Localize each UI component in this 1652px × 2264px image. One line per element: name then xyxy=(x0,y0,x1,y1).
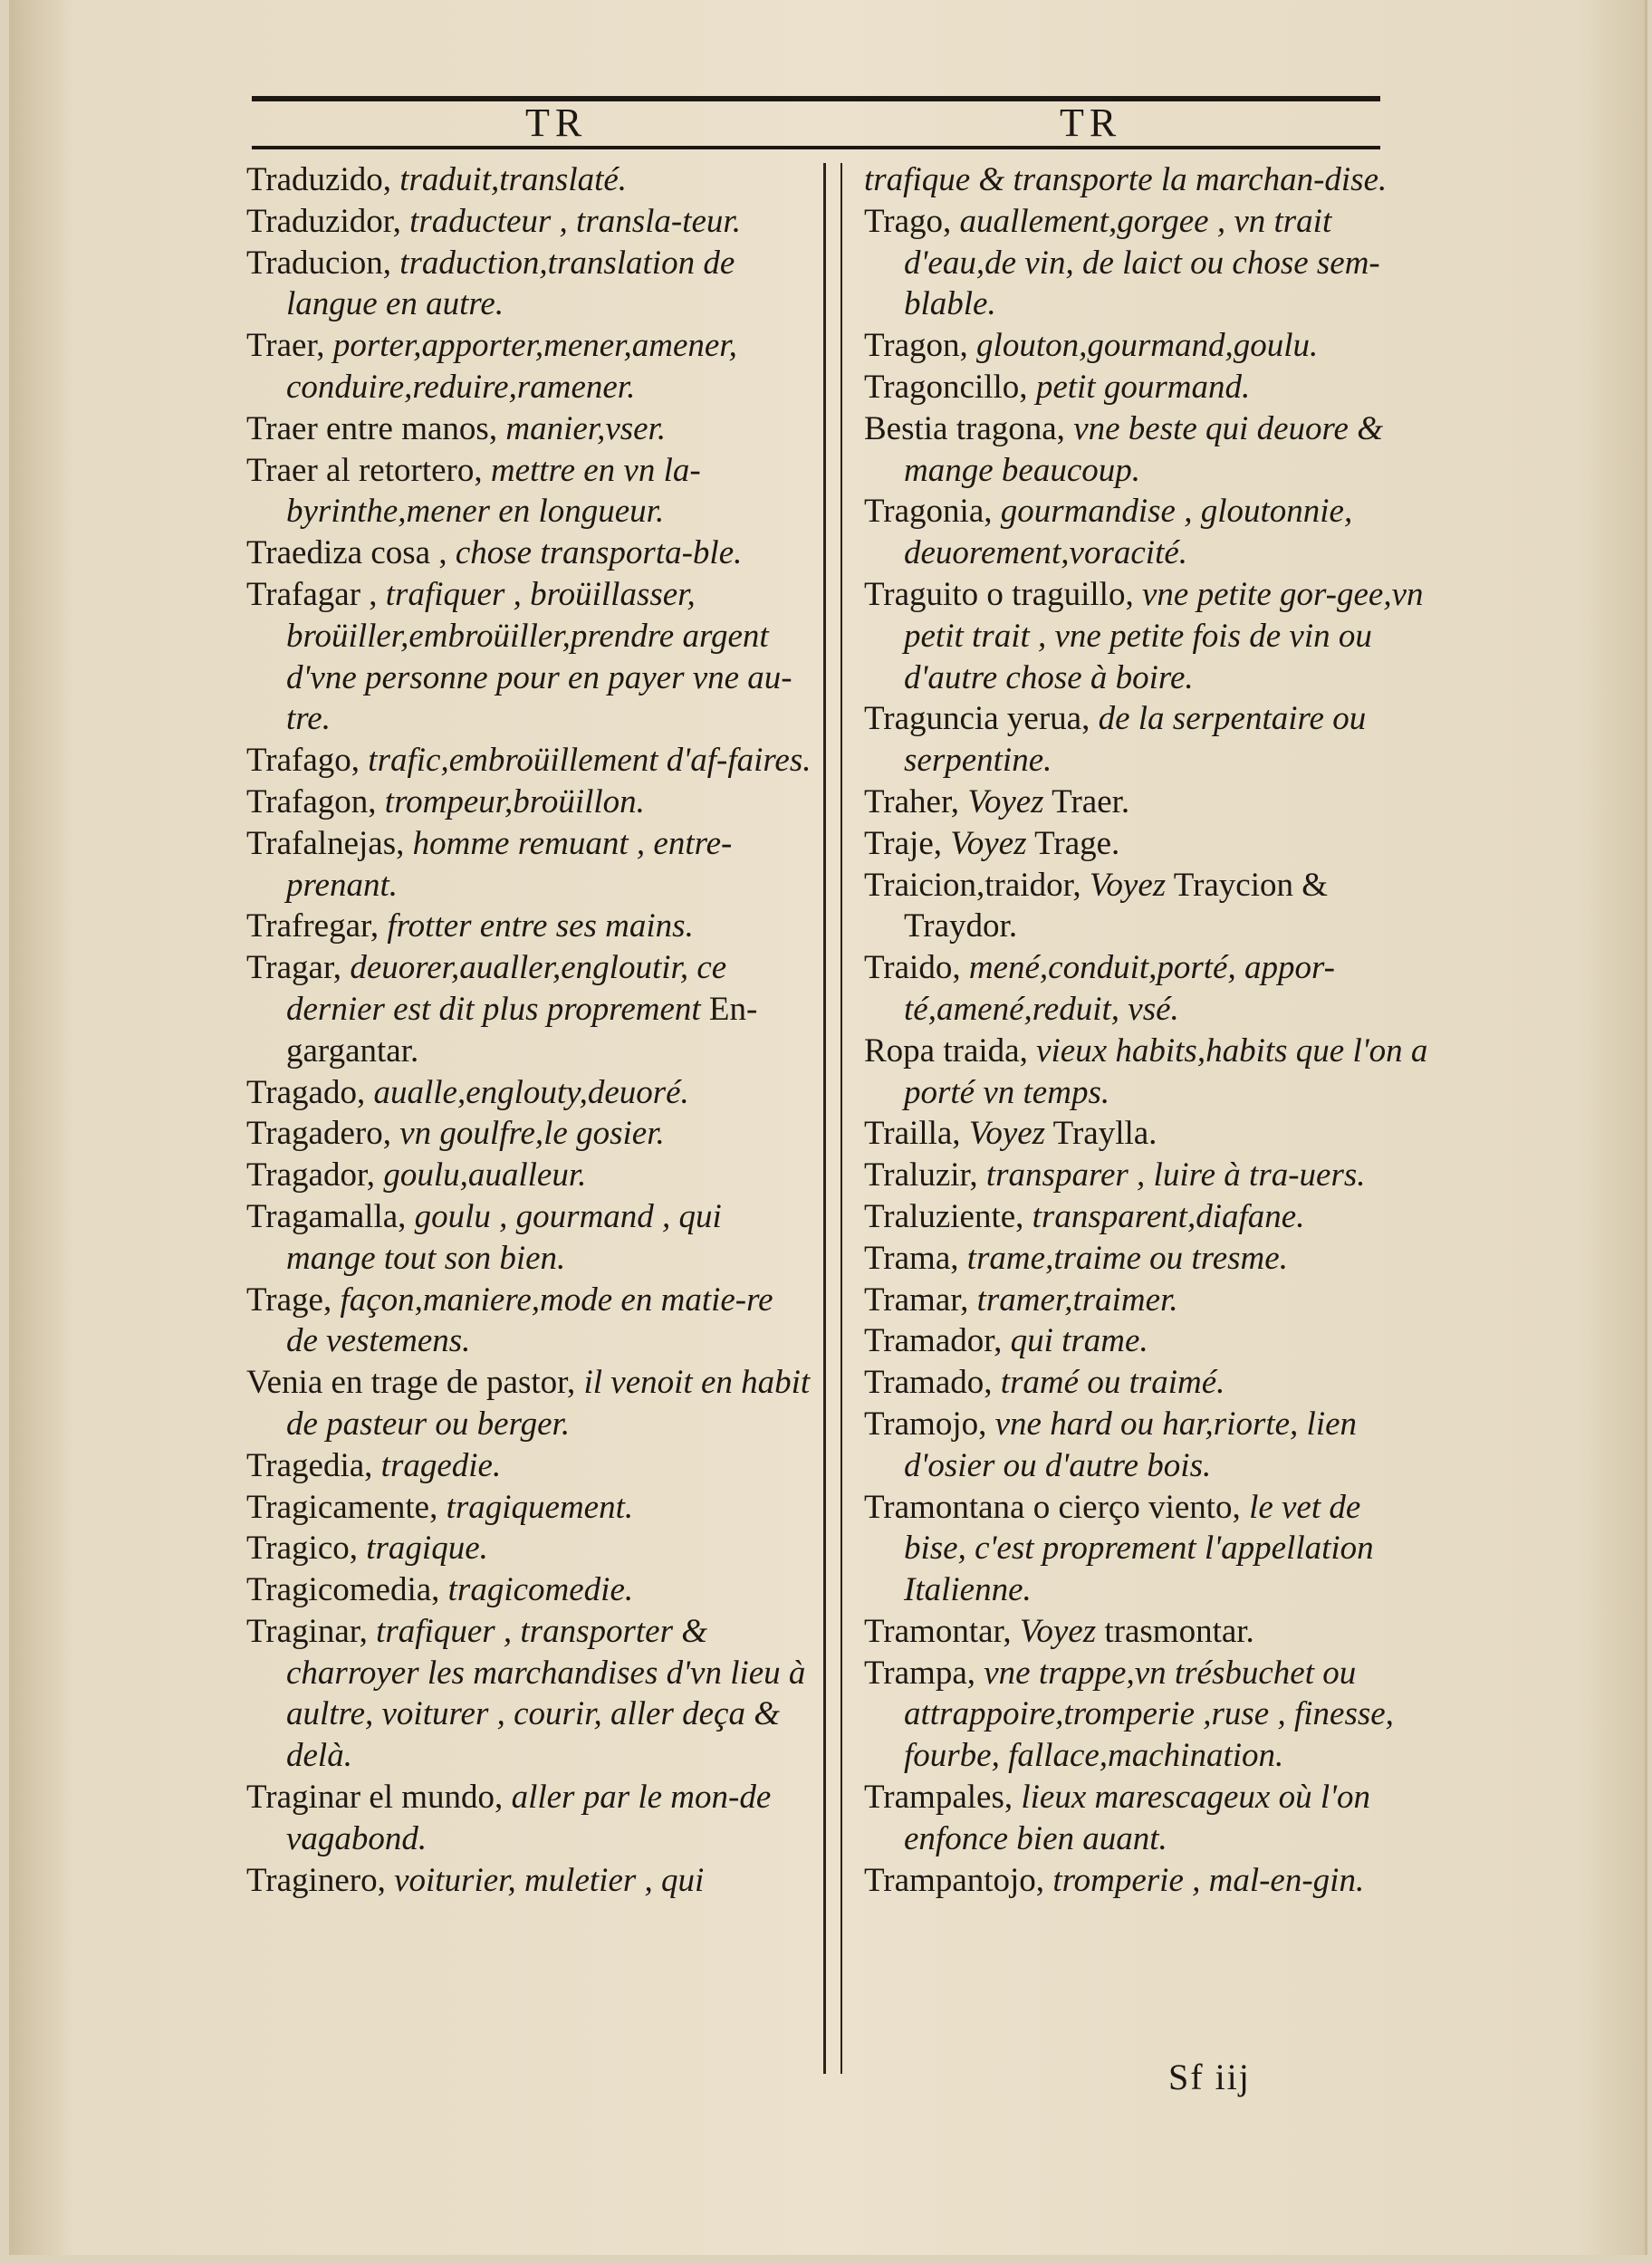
dictionary-entry xyxy=(864,947,1430,1031)
entry-headword: Tragar, xyxy=(246,949,342,987)
entry-translation: goulu,aualleur. xyxy=(383,1156,587,1194)
dictionary-entry xyxy=(246,1569,812,1611)
entry-headword: Traer, xyxy=(246,327,325,365)
dictionary-entry xyxy=(864,1860,1430,1902)
dictionary-entry xyxy=(246,782,812,823)
entry-headword: Trafalnejas, xyxy=(246,824,405,862)
dictionary-entry xyxy=(864,865,1430,948)
entry-headword: Traido, xyxy=(864,949,961,987)
entry-headword: Traducion, xyxy=(246,244,391,282)
column-divider xyxy=(840,163,842,2074)
entry-translation: tragedie. xyxy=(380,1446,502,1484)
entry-headword: Trafregar, xyxy=(246,907,379,945)
dictionary-entry xyxy=(246,1072,812,1114)
entry-headword: Traediza cosa , xyxy=(246,534,447,572)
entry-translation: vne trappe,vn trésbuchet ou attrappoire,tromperie ,ruse , finesse, fourbe, fallace,machination. xyxy=(904,1654,1394,1775)
entry-translation: vn goulfre,le gosier. xyxy=(399,1115,665,1153)
entry-translation: Voyez xyxy=(1089,866,1167,904)
entry-headword: Bestia tragona, xyxy=(864,409,1065,447)
entry-translation: tromperie , mal-en-gin. xyxy=(1052,1861,1365,1899)
entry-headword: Traduzido, xyxy=(246,161,391,198)
dictionary-entry xyxy=(864,367,1430,408)
entry-translation: Voyez xyxy=(967,782,1044,820)
dictionary-entry xyxy=(864,574,1430,698)
entry-headword: Venia en trage de pastor, xyxy=(246,1364,576,1402)
entry-translation: glouton,gourmand,goulu. xyxy=(976,327,1319,365)
dictionary-entry xyxy=(246,243,812,326)
dictionary-entry xyxy=(246,1777,812,1860)
entry-headword: Tragedia, xyxy=(246,1446,373,1484)
dictionary-entry xyxy=(246,325,812,408)
book-page xyxy=(9,0,1647,2255)
entry-cross-reference: trasmontar. xyxy=(1104,1612,1254,1650)
signature-mark: Sf iij xyxy=(1168,2057,1251,2097)
entry-headword: Tramado, xyxy=(864,1364,993,1402)
dictionary-entry xyxy=(864,1362,1430,1404)
dictionary-entry xyxy=(246,1362,812,1445)
dictionary-entry xyxy=(864,1404,1430,1487)
entry-headword: Trago, xyxy=(864,202,952,240)
entry-translation: mettre en vn la-byrinthe,mener en longueur. xyxy=(286,451,701,531)
entry-headword: Traluziente, xyxy=(864,1197,1024,1235)
entry-translation: frotter entre ses mains. xyxy=(387,907,694,945)
dictionary-entry xyxy=(246,1196,812,1280)
entry-translation: chose transporta-ble. xyxy=(455,534,743,572)
entry-translation: il venoit en habit de pasteur ou berger. xyxy=(286,1364,811,1443)
entry-translation: traduction,translation de langue en autre. xyxy=(286,244,735,323)
entry-translation: Voyez xyxy=(950,824,1027,862)
entry-translation: porter,apporter,mener,amener, conduire,reduire,ramener. xyxy=(286,327,737,406)
entry-translation: homme remuant , entre-prenant. xyxy=(286,824,733,904)
dictionary-entry xyxy=(864,1238,1430,1280)
entry-translation: trafiquer , broüillasser, broüiller,embroüiller,prendre argent d'vne personne pour en payer vne au-tre. xyxy=(286,575,792,738)
entry-translation: tragique. xyxy=(366,1530,488,1568)
dictionary-entry xyxy=(246,532,812,574)
entry-translation: aller par le mon-de vagabond. xyxy=(286,1779,772,1857)
entry-headword: Trafagon, xyxy=(246,782,377,820)
entry-translation: trafic,embroüillement d'af-faires. xyxy=(368,742,812,780)
dictionary-entry xyxy=(864,201,1430,325)
entry-headword: Tramador, xyxy=(864,1322,1003,1360)
entry-translation: deuorer,aualler,engloutir, ce dernier est dit plus proprement xyxy=(286,949,727,1028)
entry-translation: aualle,englouty,deuoré. xyxy=(373,1073,689,1111)
entry-translation: vne hard ou har,riorte, lien d'osier ou d'autre bois. xyxy=(904,1405,1358,1484)
dictionary-entry xyxy=(246,740,812,782)
entry-translation: tragiquement. xyxy=(446,1488,634,1526)
entry-translation: tramer,traimer. xyxy=(976,1281,1178,1319)
dictionary-entry xyxy=(246,947,812,1071)
entry-headword: Tragon, xyxy=(864,327,968,365)
entry-cross-reference: Traycion & Traydor. xyxy=(904,866,1329,945)
header-rule-top xyxy=(252,96,1380,101)
dictionary-entry xyxy=(864,159,1430,201)
entry-translation: vieux habits,habits que l'on a porté vn temps. xyxy=(904,1031,1428,1111)
dictionary-entry xyxy=(864,1280,1430,1321)
dictionary-entry xyxy=(864,1320,1430,1362)
entry-translation: voiturier, muletier , qui xyxy=(394,1861,705,1899)
entry-translation: gourmandise , gloutonnie, deuorement,voracité. xyxy=(904,493,1353,572)
dictionary-entry xyxy=(246,1280,812,1363)
dictionary-entry xyxy=(864,823,1430,865)
entry-headword: Trage, xyxy=(246,1281,332,1319)
dictionary-entry xyxy=(864,325,1430,367)
entry-translation: tragicomedie. xyxy=(447,1571,634,1609)
dictionary-entry xyxy=(246,1445,812,1487)
entry-headword: Traer al retortero, xyxy=(246,451,483,489)
dictionary-entry xyxy=(246,1611,812,1777)
dictionary-entry xyxy=(246,823,812,907)
dictionary-entry xyxy=(246,1155,812,1196)
entry-headword: Tramar, xyxy=(864,1281,969,1319)
entry-headword: Trafago, xyxy=(246,742,360,780)
entry-headword: Traduzidor, xyxy=(246,202,401,240)
right-column xyxy=(864,159,1430,1901)
entry-translation: trafiquer , transporter & charroyer les marchandises d'vn lieu à aultre, voiturer , courir, aller deça & delà. xyxy=(286,1612,806,1775)
entry-translation: transparer , luire à tra-uers. xyxy=(985,1156,1366,1194)
dictionary-entry xyxy=(864,1113,1430,1155)
running-head-left: TR xyxy=(525,101,588,145)
entry-headword: Trampantojo, xyxy=(864,1861,1045,1899)
entry-headword: Tragado, xyxy=(246,1073,366,1111)
dictionary-entry xyxy=(864,491,1430,574)
entry-headword: Tragador, xyxy=(246,1156,376,1194)
dictionary-entry xyxy=(864,1777,1430,1860)
entry-translation: de la serpentaire ou serpentine. xyxy=(904,700,1367,780)
entry-headword: Tramontar, xyxy=(864,1612,1012,1650)
entry-headword: Tragamalla, xyxy=(246,1197,407,1235)
entry-translation: trame,traime ou tresme. xyxy=(966,1239,1288,1277)
entry-translation: trompeur,broüillon. xyxy=(384,782,645,820)
dictionary-entry xyxy=(864,1653,1430,1777)
dictionary-entry xyxy=(864,1031,1430,1114)
dictionary-entry xyxy=(246,201,812,243)
dictionary-entry xyxy=(864,1196,1430,1238)
entry-translation: Voyez xyxy=(968,1115,1046,1153)
column-divider xyxy=(823,163,826,2074)
dictionary-entry xyxy=(864,782,1430,823)
entry-headword: Trafagar , xyxy=(246,575,378,613)
entry-translation: vne petite gor-gee,vn petit trait , vne petite fois de vin ou d'autre chose à boire. xyxy=(904,575,1424,696)
entry-translation: façon,maniere,mode en matie-re de vestemens. xyxy=(286,1281,773,1360)
left-column xyxy=(246,159,812,1901)
entry-headword: Tragonia, xyxy=(864,493,993,531)
entry-cross-reference: Traylla. xyxy=(1052,1115,1157,1153)
dictionary-entry xyxy=(246,1860,812,1902)
running-head-right: TR xyxy=(1060,101,1122,145)
entry-translation: manier,vser. xyxy=(505,409,667,447)
entry-headword: Traje, xyxy=(864,824,942,862)
entry-headword: Traguito o traguillo, xyxy=(864,575,1134,613)
dictionary-entry xyxy=(246,574,812,740)
entry-cross-reference: En-gargantar. xyxy=(286,990,758,1070)
entry-cross-reference: Traer. xyxy=(1052,782,1130,820)
header-rule-bottom xyxy=(252,146,1380,149)
entry-translation: vne beste qui deuore & mange beaucoup. xyxy=(904,409,1383,489)
entry-headword: Tramontana o cierço viento, xyxy=(864,1488,1241,1526)
dictionary-entry xyxy=(246,159,812,201)
entry-translation: goulu , gourmand , qui mange tout son bien. xyxy=(286,1197,722,1277)
dictionary-entry xyxy=(864,698,1430,782)
entry-headword: Trampales, xyxy=(864,1779,1013,1817)
dictionary-entry xyxy=(864,1487,1430,1611)
dictionary-entry xyxy=(864,408,1430,492)
entry-headword: Traluzir, xyxy=(864,1156,978,1194)
entry-headword: Tragoncillo, xyxy=(864,368,1028,406)
entry-headword: Traicion,traidor, xyxy=(864,866,1081,904)
entry-translation: traducteur , transla-teur. xyxy=(409,202,741,240)
entry-headword: Tragicomedia, xyxy=(246,1571,440,1609)
entry-cross-reference: Trage. xyxy=(1034,824,1120,862)
entry-translation: transparent,diafane. xyxy=(1032,1197,1305,1235)
entry-translation: auallement,gorgee , vn trait d'eau,de vin, de laict ou chose sem-blable. xyxy=(904,202,1380,323)
entry-translation: le vet de bise, c'est proprement l'appellation Italienne. xyxy=(904,1488,1374,1609)
dictionary-entry xyxy=(246,1487,812,1529)
dictionary-entry xyxy=(864,1155,1430,1196)
entry-translation: trafique & transporte la marchan-dise. xyxy=(864,161,1388,198)
entry-translation: traduit,translaté. xyxy=(399,161,628,198)
dictionary-entry xyxy=(864,1611,1430,1653)
dictionary-entry xyxy=(246,1528,812,1569)
entry-translation: Voyez xyxy=(1019,1612,1097,1650)
entry-headword: Tragicamente, xyxy=(246,1488,438,1526)
entry-headword: Traginar el mundo, xyxy=(246,1779,504,1817)
dictionary-entry xyxy=(246,450,812,533)
dictionary-entry xyxy=(246,408,812,450)
entry-headword: Traginero, xyxy=(246,1861,386,1899)
entry-translation: lieux marescageux où l'on enfonce bien auant. xyxy=(904,1779,1371,1857)
entry-headword: Trama, xyxy=(864,1239,959,1277)
entry-headword: Tragico, xyxy=(246,1530,358,1568)
entry-headword: Trailla, xyxy=(864,1115,961,1153)
entry-headword: Trampa, xyxy=(864,1654,975,1692)
entry-headword: Tramojo, xyxy=(864,1405,987,1443)
dictionary-entry xyxy=(246,1113,812,1155)
entry-translation: petit gourmand. xyxy=(1035,368,1251,406)
entry-translation: qui trame. xyxy=(1010,1322,1148,1360)
entry-headword: Traer entre manos, xyxy=(246,409,498,447)
entry-headword: Tragadero, xyxy=(246,1115,391,1153)
entry-headword: Traguncia yerua, xyxy=(864,700,1090,738)
entry-headword: Ropa traida, xyxy=(864,1031,1028,1070)
entry-headword: Traginar, xyxy=(246,1612,368,1650)
entry-translation: mené,conduit,porté, appor-té,amené,reduit, vsé. xyxy=(904,949,1335,1028)
entry-headword: Traher, xyxy=(864,782,960,820)
entry-translation: tramé ou traimé. xyxy=(1000,1364,1225,1402)
dictionary-entry xyxy=(246,906,812,947)
